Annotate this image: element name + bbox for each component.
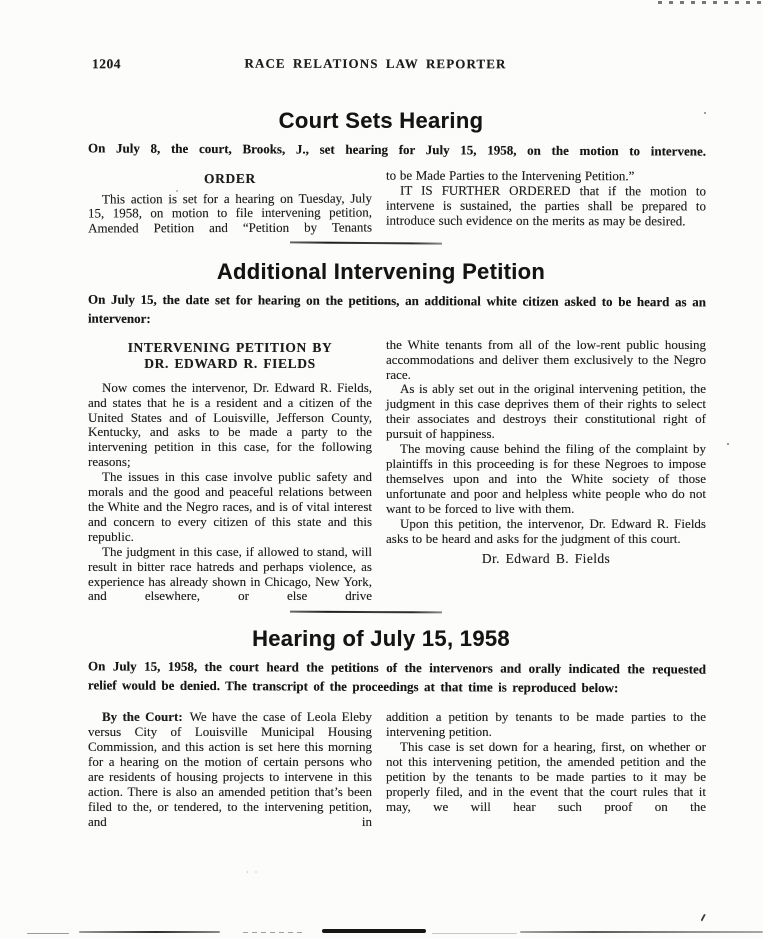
body-paragraph: Now comes the intervenor, Dr. Edward R. Fields, and states that he is a resident and a citizen of the United States and of Louisville, Jefferson County, Kentucky, and asks to be made a party to the intervening petition in this case, for the following reasons; xyxy=(88,379,372,470)
section-title: Hearing of July 15, 1958 xyxy=(252,626,510,652)
scan-artifact-bottom-smudge xyxy=(79,931,220,933)
body-paragraph: the White tenants from all of the low-rent public housing accommodations and deliver them exclusively to the Negro race. xyxy=(386,336,706,382)
page-number: 1204 xyxy=(91,56,122,72)
body-paragraph: The judgment in this case, if allowed to stand, will result in bitter race hatreds and perhaps violence, as experience has already shown in Chicago, New York, and elsewhere, or else drive xyxy=(88,543,372,604)
section-title: Additional Intervening Petition xyxy=(216,258,546,284)
scan-artifact-speck xyxy=(727,443,729,445)
speaker-label: By the Court: xyxy=(102,709,183,725)
left-column xyxy=(88,338,372,605)
signature-line: Dr. Edward B. Fields xyxy=(481,551,611,567)
body-paragraph: addition a petition by tenants to be made parties to the intervening petition. xyxy=(386,709,706,740)
right-column xyxy=(386,710,706,829)
section-court-sets-hearing xyxy=(88,108,706,236)
scan-artifact-bottom-smudge xyxy=(27,933,69,934)
petition-subheading-line1: INTERVENING PETITION BY xyxy=(127,339,333,355)
scan-artifact-dots: · · xyxy=(246,868,260,877)
body-paragraph: Upon this petition, the intervenor, Dr. Edward R. Fields asks to be heard and asks for the judgment of this court. xyxy=(386,515,706,546)
scan-artifact-bottom-smudge xyxy=(520,931,763,933)
body-paragraph: This case is set down for a hearing, first, on whether or not this intervening petition, the amended petition and the petition by the tenants to be made parties to it may be properly filed, and in the event that the court rules that it may, we will hear such proof on the xyxy=(386,739,706,814)
two-column-body xyxy=(88,169,706,236)
section-intro: On July 15, 1958, the court heard the petitions of the intervenors and orally indicated the requested relief would be denied. The transcript of the proceedings at that time is reproduced below: xyxy=(87,658,707,695)
scan-artifact-bottom-smudge xyxy=(432,933,517,934)
right-column xyxy=(386,338,706,605)
petition-subheading-line2: DR. EDWARD R. FIELDS xyxy=(144,356,316,372)
section-intro: On July 8, the court, Brooks, J., set hearing for July 15, 1958, on the motion to intervene. xyxy=(87,140,707,159)
section-additional-intervening-petition xyxy=(88,259,706,605)
scan-artifact-tick xyxy=(700,914,707,923)
section-divider xyxy=(290,241,442,244)
right-column xyxy=(386,168,706,236)
two-column-body xyxy=(88,338,706,605)
body-paragraph: As is ably set out in the original intervening petition, the judgment in this case deprives them of their rights to select their associates and destroys their constitutional right of pursuit of happiness. xyxy=(386,381,706,442)
page-content xyxy=(88,0,706,830)
court-transcript-paragraph xyxy=(88,710,372,829)
scan-artifact-bottom-smudge xyxy=(243,932,303,933)
section-title: Court Sets Hearing xyxy=(278,108,484,133)
scan-artifact-bottom-smudge xyxy=(322,929,426,933)
left-column xyxy=(88,168,372,236)
section-divider xyxy=(290,611,442,614)
left-column xyxy=(88,710,372,829)
order-subheading: ORDER xyxy=(203,170,256,186)
body-paragraph: The moving cause behind the filing of the complaint by plaintiffs in this proceeding is for these Negroes to impose themselves upon and into the White society of those unfortunate and poor and helpless white people who do not want to be forced to live with them. xyxy=(386,441,706,516)
body-paragraph: This action is set for a hearing on Tuesday, July 15, 1958, on motion to file intervening petition, Amended Petition and “Petition by Tenants xyxy=(88,189,373,236)
journal-title: RACE RELATIONS LAW REPORTER xyxy=(244,55,507,72)
paragraph-text: We have the case of Leola Eleby versus City of Louisville Municipal Housing Commission, and this action is set here this morning for a hearing on the motion of certain persons who are residents of housing projects to intervene in this action. There is also an amended petition that’s been filed to the, or tendered, to the intervening petition, and in xyxy=(88,709,372,829)
section-intro: On July 15, the date set for hearing on the petitions, an additional white citizen asked to be heard as an intervenor: xyxy=(87,291,707,326)
body-paragraph: to be Made Parties to the Intervening Petition.” xyxy=(386,167,635,183)
two-column-body xyxy=(88,710,706,829)
body-paragraph: IT IS FURTHER ORDERED that if the motion to intervene is sustained, the parties shall be prepared to introduce such evidence on the merits as may be desired. xyxy=(385,182,707,228)
body-paragraph: The issues in this case involve public safety and morals and the good and peaceful relations between the White and the Negro races, and is of vital interest and concern to every citizen of this state and this republic. xyxy=(88,469,372,544)
section-hearing-of-july-15-1958 xyxy=(88,626,706,829)
